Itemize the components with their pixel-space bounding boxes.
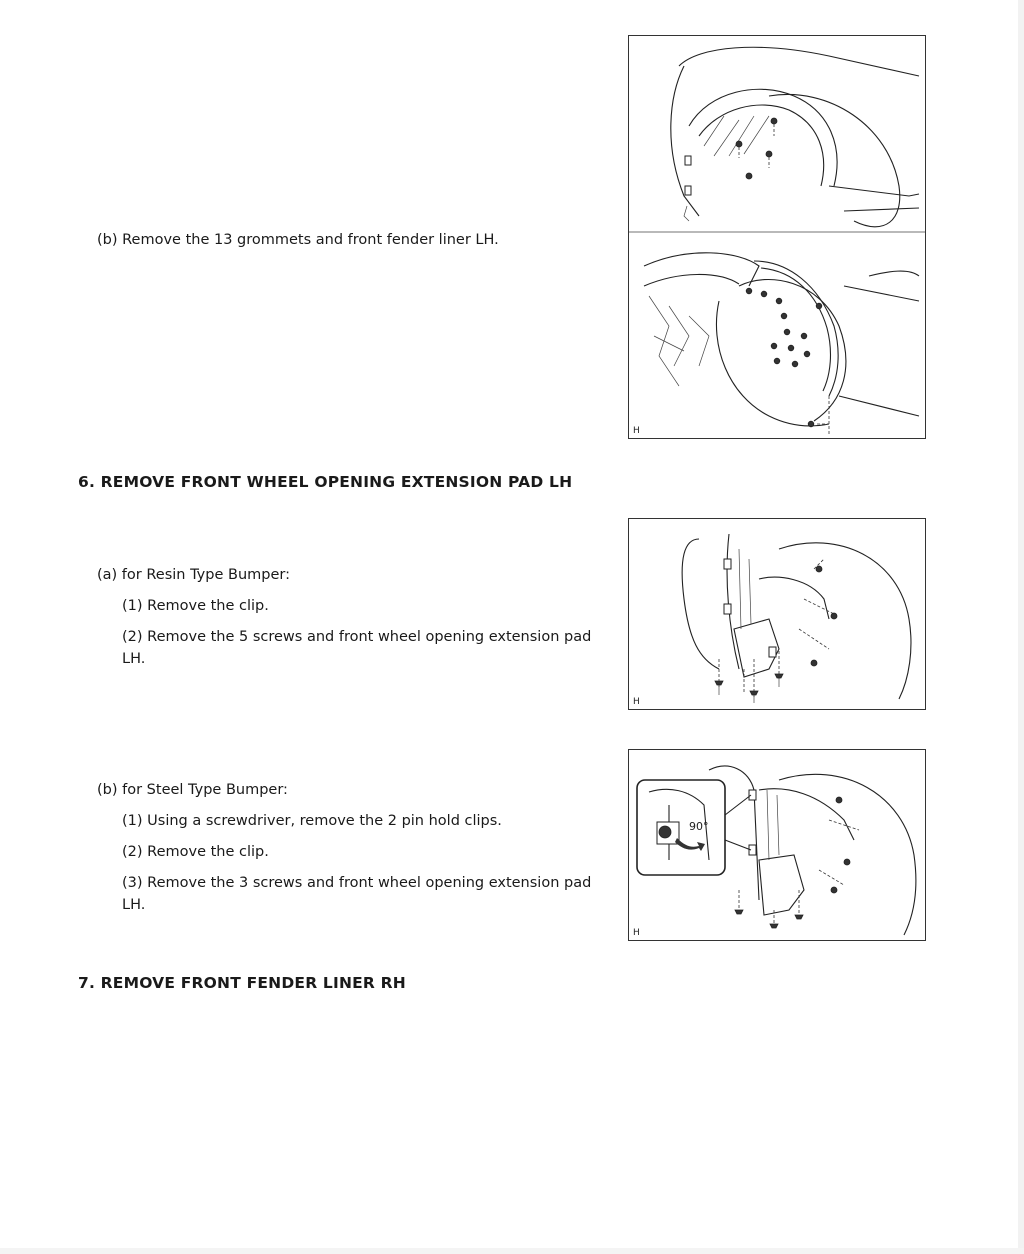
steel-bumper-illustration — [629, 750, 925, 940]
step-6b-label: (b) for Steel Type Bumper: — [97, 782, 288, 798]
step-6a-label: (a) for Resin Type Bumper: — [97, 567, 290, 583]
figure-tag: H — [633, 697, 640, 707]
figure-fender-liner — [628, 35, 926, 439]
step-6a-1: (1) Remove the clip. — [122, 598, 269, 614]
section-6-heading: 6. REMOVE FRONT WHEEL OPENING EXTENSION PAD LH — [78, 473, 573, 491]
figure-tag: H — [633, 928, 640, 938]
figure-tag: H — [633, 426, 640, 436]
step-6b-3: (3) Remove the 3 screws and front wheel opening extension pad LH. — [122, 875, 592, 913]
step-6b-2: (2) Remove the clip. — [122, 844, 269, 860]
step-6a-2: (2) Remove the 5 screws and front wheel opening extension pad LH. — [122, 629, 592, 667]
fender-liner-illustration — [629, 36, 925, 438]
figure-resin-bumper — [628, 518, 926, 710]
figure-steel-bumper — [628, 749, 926, 941]
resin-bumper-illustration — [629, 519, 925, 709]
angle-label: 90° — [689, 820, 709, 833]
page-edge-right — [1018, 0, 1024, 1254]
section-7-heading: 7. REMOVE FRONT FENDER LINER RH — [78, 974, 406, 992]
step-6b-1: (1) Using a screwdriver, remove the 2 pin hold clips. — [122, 813, 502, 829]
page-edge-bottom — [0, 1248, 1024, 1254]
step-5b-text: (b) Remove the 13 grommets and front fender liner LH. — [97, 232, 499, 248]
